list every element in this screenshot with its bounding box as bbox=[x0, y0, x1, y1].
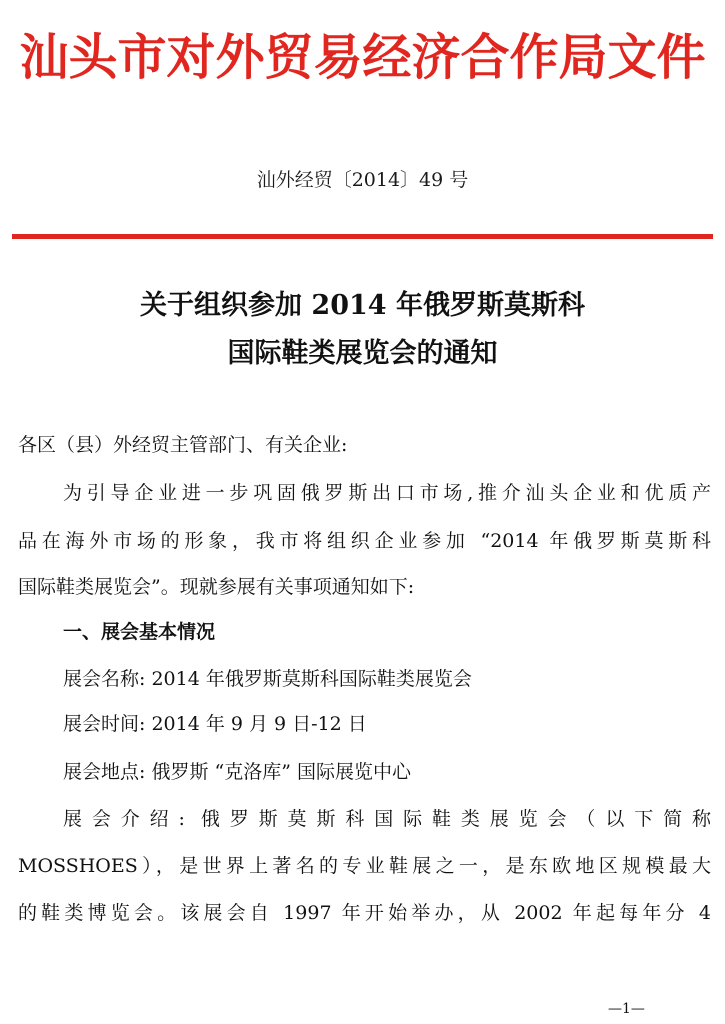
expo-name: 展会名称: 2014 年俄罗斯莫斯科国际鞋类展览会 bbox=[63, 668, 472, 690]
document-number: 汕外经贸〔2014〕49 号 bbox=[256, 169, 469, 191]
expo-intro-line-3: 的鞋类博览会。该展会自 1997 年开始举办，从 2002 年起每年分 4 bbox=[18, 902, 711, 924]
notice-title-line-2: 国际鞋类展览会的通知 bbox=[227, 338, 498, 369]
expo-intro-line-1: 展会介绍: 俄罗斯莫斯科国际鞋类展览会（以下简称 bbox=[63, 808, 711, 830]
intro-paragraph-line-2: 品在海外市场的形象，我市将组织企业参加 “2014 年俄罗斯莫斯科 bbox=[18, 530, 711, 552]
issuer-header-title: 汕头市对外贸易经济合作局文件 bbox=[19, 28, 706, 86]
salutation: 各区（县）外经贸主管部门、有关企业: bbox=[18, 434, 348, 456]
red-divider-rule bbox=[12, 234, 713, 239]
expo-intro-line-2: MOSSHOES），是世界上著名的专业鞋展之一，是东欧地区规模最大 bbox=[18, 855, 711, 877]
intro-paragraph-line-3: 国际鞋类展览会”。现就参展有关事项通知如下: bbox=[18, 576, 415, 598]
page-number: —1— bbox=[608, 1001, 645, 1017]
notice-title-line-1: 关于组织参加 2014 年俄罗斯莫斯科 bbox=[140, 290, 585, 321]
intro-paragraph-line-1: 为引导企业进一步巩固俄罗斯出口市场,推介汕头企业和优质产 bbox=[63, 482, 711, 504]
section-heading-1: 一、展会基本情况 bbox=[63, 621, 216, 643]
expo-place: 展会地点: 俄罗斯 “克洛库” 国际展览中心 bbox=[63, 761, 411, 783]
expo-time: 展会时间: 2014 年 9 月 9 日-12 日 bbox=[63, 713, 367, 735]
